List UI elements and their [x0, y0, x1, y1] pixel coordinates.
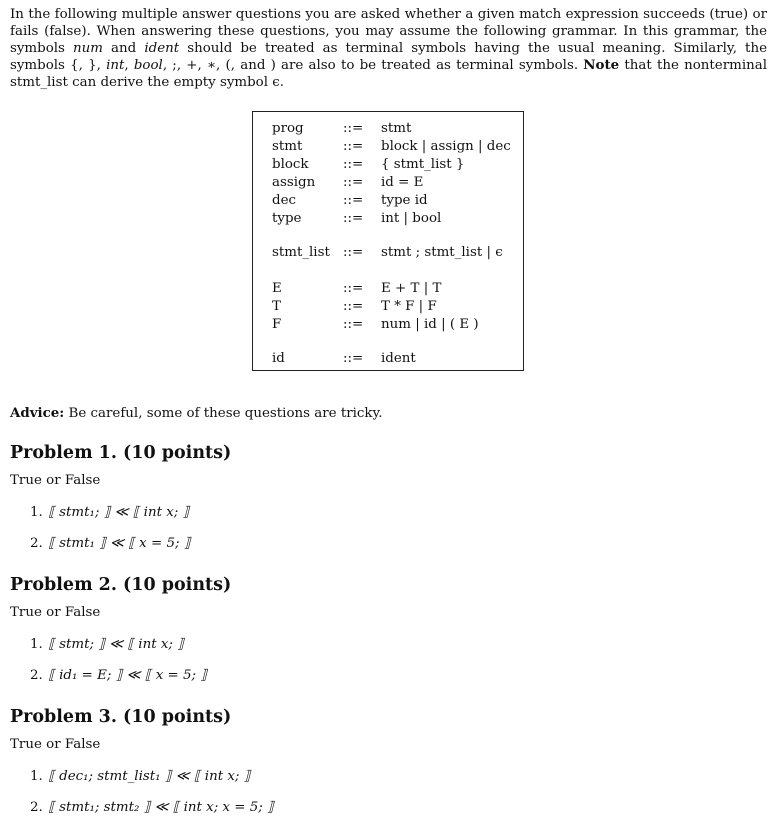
rule-lhs: assign: [272, 175, 316, 190]
problem-title: Problem 2. (10 points): [10, 575, 232, 595]
problem-items: [30, 636, 207, 698]
rule-def: ::=: [343, 281, 364, 296]
rule-lhs: E: [272, 281, 282, 296]
intro-text: ,: [124, 58, 134, 73]
problem-prompt: True or False: [10, 737, 101, 752]
grammar-rule: [253, 316, 523, 334]
intro-text: , ;, +, ∗, (, and ) are also to be treated as terminal symbols.: [162, 58, 584, 73]
rule-rhs: ident: [381, 351, 416, 366]
intro-text: that the nonterminal stmt_list can derive the empty symbol ϵ.: [10, 58, 767, 90]
problem-prompt: True or False: [10, 605, 101, 620]
intro-text: and: [102, 41, 145, 56]
rule-def: ::=: [343, 121, 364, 136]
grammar-rule: [253, 174, 523, 192]
rule-lhs: id: [272, 351, 285, 366]
problem-items: [30, 768, 274, 830]
problem-2: [10, 574, 710, 683]
list-item: [30, 504, 190, 535]
rule-lhs: prog: [272, 121, 304, 136]
item-number: 1.: [30, 505, 43, 520]
list-item: [30, 799, 274, 830]
grammar-rule: [253, 350, 523, 368]
rule-lhs: T: [272, 299, 281, 314]
rule-rhs: block | assign | dec: [381, 139, 511, 154]
intro-text: In the following multiple answer questions you are asked whether a given match expression succeeds (true) or fails (false). When answering these questions, you may assume the following grammar. In this grammar, the symbols: [10, 7, 767, 56]
problem-3: [10, 706, 710, 815]
rule-def: ::=: [343, 157, 364, 172]
rule-def: ::=: [343, 211, 364, 226]
match-expression: ⟦ stmt₁; stmt₂ ⟧ ≪ ⟦ int x; x = 5; ⟧: [48, 800, 274, 815]
grammar-rule: [253, 280, 523, 298]
note-label: Note: [583, 57, 620, 73]
item-number: 1.: [30, 637, 43, 652]
grammar-rule: [253, 138, 523, 156]
problem-title: Problem 1. (10 points): [10, 443, 232, 463]
rule-def: ::=: [343, 193, 364, 208]
problem-title: Problem 3. (10 points): [10, 707, 232, 727]
rule-rhs: type id: [381, 193, 428, 208]
term-num: num: [73, 41, 103, 56]
rule-def: ::=: [343, 139, 364, 154]
list-item: [30, 535, 190, 566]
grammar-rule: [253, 298, 523, 316]
item-number: 2.: [30, 800, 43, 815]
item-number: 2.: [30, 536, 43, 551]
rule-lhs: block: [272, 157, 309, 172]
rule-rhs: T * F | F: [381, 299, 437, 314]
grammar-rule: [253, 210, 523, 228]
rule-rhs: stmt ; stmt_list | ϵ: [381, 245, 503, 260]
grammar-box: [252, 111, 524, 371]
problem-items: [30, 504, 190, 566]
rule-rhs: int | bool: [381, 211, 442, 226]
advice-text: Be careful, some of these questions are tricky.: [64, 406, 383, 421]
rule-def: ::=: [343, 317, 364, 332]
problem-1: [10, 442, 710, 551]
rule-rhs: { stmt_list }: [381, 157, 465, 172]
list-item: [30, 768, 274, 799]
problem-prompt: True or False: [10, 473, 101, 488]
match-expression: ⟦ stmt₁; ⟧ ≪ ⟦ int x; ⟧: [48, 505, 190, 520]
match-expression: ⟦ dec₁; stmt_list₁ ⟧ ≪ ⟦ int x; ⟧: [48, 769, 251, 784]
rule-def: ::=: [343, 175, 364, 190]
rule-rhs: stmt: [381, 121, 412, 136]
rule-def: ::=: [343, 299, 364, 314]
rule-def: ::=: [343, 351, 364, 366]
match-expression: ⟦ stmt₁ ⟧ ≪ ⟦ x = 5; ⟧: [48, 536, 191, 551]
grammar-rule: [253, 244, 523, 262]
rule-lhs: type: [272, 211, 302, 226]
rule-rhs: id = E: [381, 175, 424, 190]
rule-lhs: dec: [272, 193, 296, 208]
intro-paragraph: [10, 6, 767, 91]
item-number: 1.: [30, 769, 43, 784]
match-expression: ⟦ stmt; ⟧ ≪ ⟦ int x; ⟧: [48, 637, 184, 652]
match-expression: ⟦ id₁ = E; ⟧ ≪ ⟦ x = 5; ⟧: [48, 668, 207, 683]
rule-lhs: F: [272, 317, 282, 332]
term-int: int: [106, 58, 125, 73]
rule-lhs: stmt_list: [272, 245, 330, 260]
list-item: [30, 667, 207, 698]
intro-text: should be treated as terminal symbols having the usual meaning. Similarly, the symbols {, },: [10, 41, 767, 73]
rule-lhs: stmt: [272, 139, 303, 154]
term-bool: bool: [133, 58, 163, 73]
grammar-rule: [253, 192, 523, 210]
term-ident: ident: [144, 41, 180, 56]
rule-rhs: E + T | T: [381, 281, 442, 296]
rule-rhs: num | id | ( E ): [381, 317, 479, 332]
item-number: 2.: [30, 668, 43, 683]
list-item: [30, 636, 207, 667]
grammar-rule: [253, 156, 523, 174]
advice-paragraph: [10, 405, 383, 421]
grammar-rule: [253, 120, 523, 138]
rule-def: ::=: [343, 245, 364, 260]
document-page: [10, 6, 767, 815]
advice-label: Advice:: [10, 405, 65, 421]
